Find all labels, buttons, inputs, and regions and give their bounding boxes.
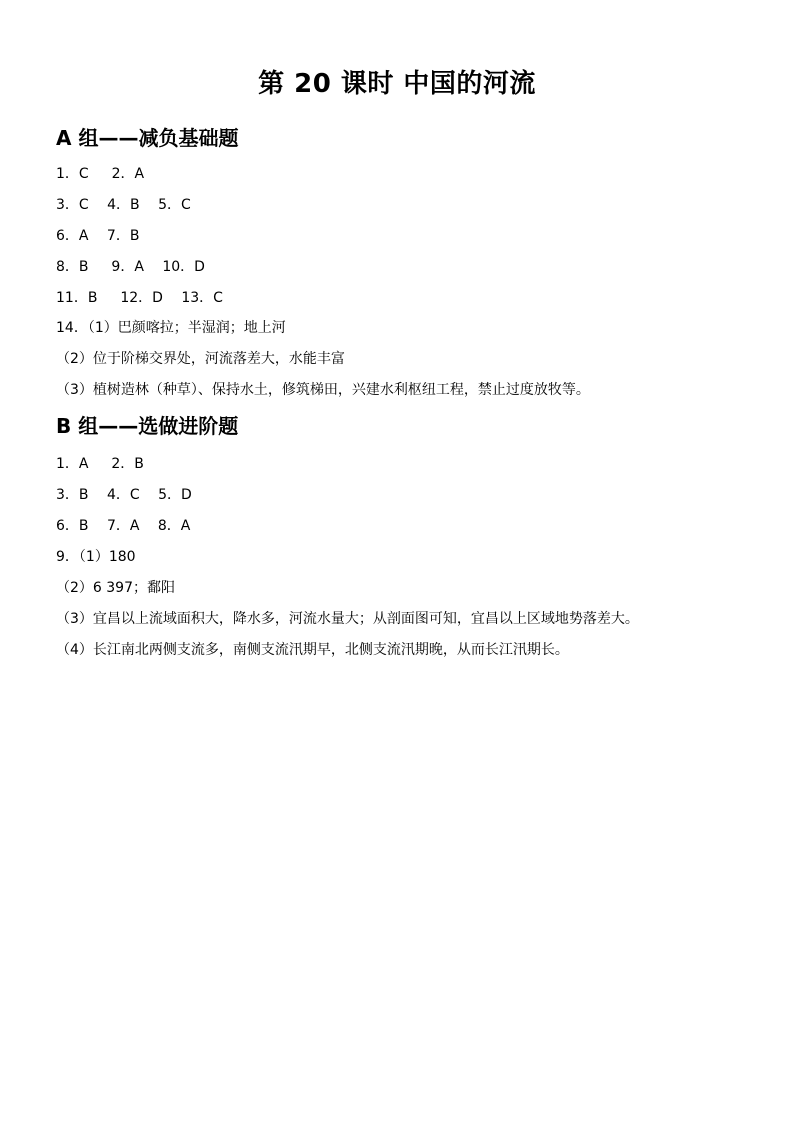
- answer-line: 14．（1）巴颜喀拉；半湿润；地上河: [56, 320, 286, 336]
- page-title: 第 20 课时 中国的河流: [258, 69, 536, 99]
- answer-line: 6．A 7．B: [56, 228, 140, 244]
- answer-line: 3．B 4．C 5．D: [56, 487, 192, 503]
- answer-line: 1．A 2．B: [56, 456, 144, 472]
- answer-line: （2）6 397；鄱阳: [56, 580, 175, 596]
- section-a-heading: A 组——减负基础题: [56, 126, 239, 150]
- answer-line: 3．C 4．B 5．C: [56, 197, 191, 213]
- answer-line: （4）长江南北两侧支流多，南侧支流汛期早，北侧支流汛期晚，从而长江汛期长。: [56, 642, 569, 658]
- answer-line: （3）宜昌以上流域面积大，降水多，河流水量大；从剖面图可知，宜昌以上区域地势落差大。: [56, 611, 639, 627]
- answer-line: 9．（1）180: [56, 549, 136, 565]
- answer-line: 6．B 7．A 8．A: [56, 518, 191, 534]
- answer-line: 8．B 9．A 10．D: [56, 259, 205, 275]
- answer-line: 11．B 12．D 13．C: [56, 290, 223, 306]
- section-b-heading: B 组——选做进阶题: [56, 414, 239, 438]
- answer-line: （3）植树造林（种草）、保持水土，修筑梯田，兴建水利枢纽工程，禁止过度放牧等。: [56, 382, 590, 398]
- answer-line: 1．C 2．A: [56, 166, 145, 182]
- answer-line: （2）位于阶梯交界处，河流落差大，水能丰富: [56, 351, 345, 367]
